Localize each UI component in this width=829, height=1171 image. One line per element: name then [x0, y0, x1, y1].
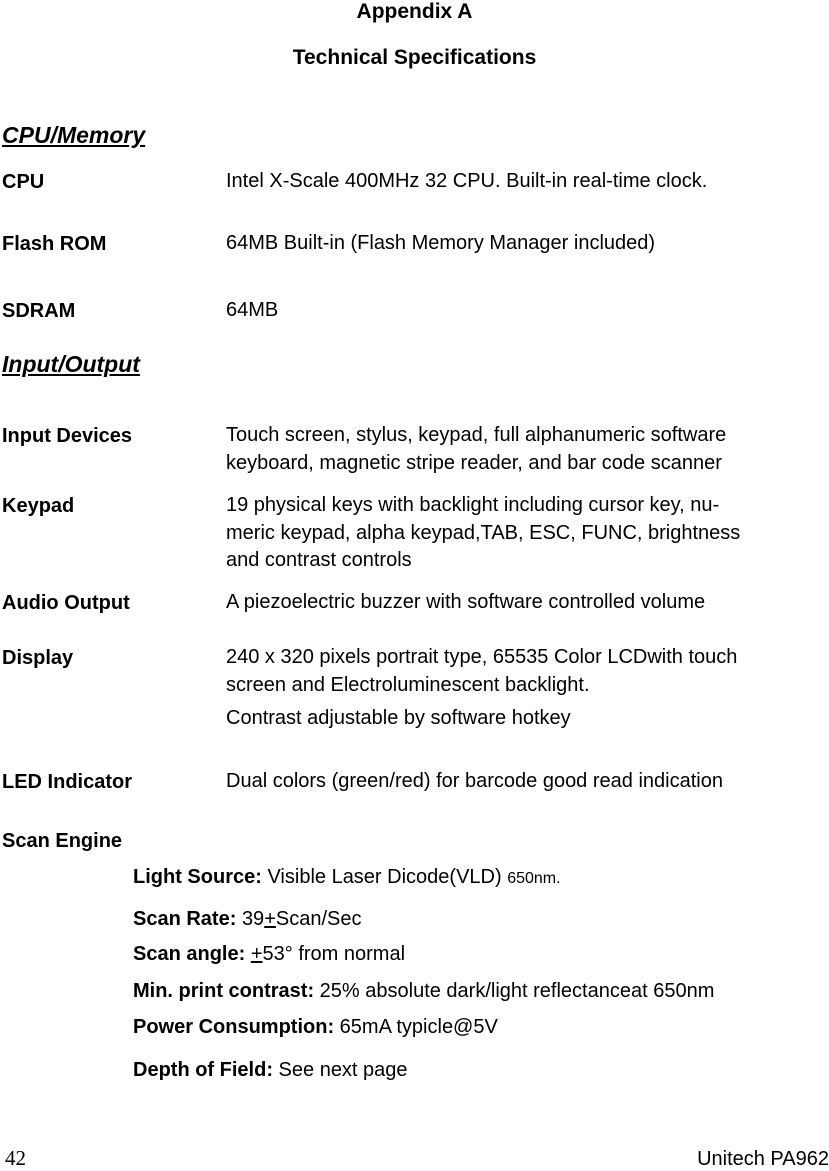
scan-min-print-contrast [133, 980, 714, 1003]
spec-value-led-indicator: Dual colors (green/red) for barcode good read indication [226, 770, 723, 792]
scan-depth-of-field-label: Depth of Field: [133, 1059, 273, 1081]
spec-label-sdram: SDRAM [2, 300, 76, 322]
page-subtitle: Technical Specifications [292, 46, 537, 69]
scan-rate-value: 39+Scan/Sec [241, 908, 362, 930]
scan-rate-label: Scan Rate: [133, 908, 237, 930]
spec-label-flash-rom: Flash ROM [2, 233, 107, 255]
spec-label-input-devices: Input Devices [2, 425, 133, 447]
footer-product-name: Unitech PA962 [697, 1148, 829, 1170]
scan-min-print-contrast-label: Min. print contrast: [133, 980, 315, 1002]
spec-label-display: Display [2, 647, 74, 669]
scan-rate [133, 908, 361, 931]
spec-label-cpu: CPU [2, 171, 45, 193]
spec-value-display-line1: 240 x 320 pixels portrait type, 65535 Color LCDwith touch [226, 646, 738, 668]
spec-value-keypad-line2: meric keypad, alpha keypad,TAB, ESC, FUNC, brightness [226, 522, 741, 544]
scan-light-source-value: Visible Laser Dicode(VLD) [267, 866, 502, 888]
scan-power-consumption-label: Power Consumption: [133, 1016, 335, 1038]
scan-angle-value: +53° from normal [250, 943, 406, 965]
spec-value-keypad-line1: 19 physical keys with backlight including cursor key, nu- [226, 494, 720, 516]
spec-value-input-devices-line2: keyboard, magnetic stripe reader, and bar code scanner [226, 452, 722, 474]
spec-value-audio-output: A piezoelectric buzzer with software controlled volume [226, 591, 706, 613]
scan-min-print-contrast-value: 25% absolute dark/light reflectanceat 650nm [319, 980, 715, 1002]
scan-light-source [133, 866, 561, 889]
spec-label-led-indicator: LED Indicator [2, 771, 133, 793]
scan-angle-label: Scan angle: [133, 943, 246, 965]
spec-value-display-line2: screen and Electroluminescent backlight. [226, 674, 590, 696]
section-heading-cpu-memory: CPU/Memory [2, 122, 146, 148]
scan-light-source-unit: 650nm. [507, 870, 561, 887]
scan-depth-of-field-value: See next page [278, 1059, 408, 1081]
spec-value-input-devices-line1: Touch screen, stylus, keypad, full alphanumeric software [226, 424, 727, 446]
section-heading-input-output: Input/Output [2, 351, 140, 377]
scan-depth-of-field [133, 1059, 408, 1082]
scan-power-consumption-value: 65mA typicle@5V [339, 1016, 498, 1038]
spec-value-flash-rom: 64MB Built-in (Flash Memory Manager included) [226, 232, 656, 254]
spec-value-display-line3: Contrast adjustable by software hotkey [226, 707, 571, 729]
spec-value-keypad-line3: and contrast controls [226, 549, 412, 571]
page-number: 42 [5, 1146, 26, 1170]
spec-label-keypad: Keypad [2, 495, 75, 517]
scan-angle [133, 943, 405, 966]
scan-power-consumption [133, 1016, 498, 1039]
scan-light-source-label: Light Source: [133, 866, 262, 888]
spec-value-cpu: Intel X-Scale 400MHz 32 CPU. Built-in real-time clock. [226, 170, 708, 192]
appendix-title: Appendix A [356, 0, 473, 23]
spec-label-audio-output: Audio Output [2, 592, 130, 614]
spec-value-sdram: 64MB [226, 299, 279, 321]
spec-label-scan-engine: Scan Engine [2, 830, 123, 852]
